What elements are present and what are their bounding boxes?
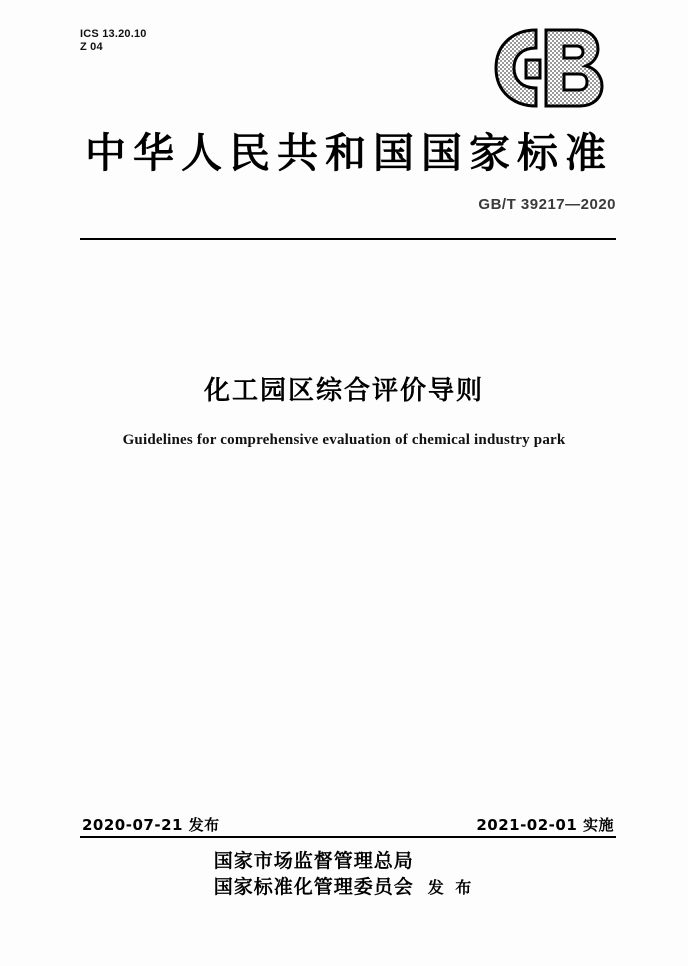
ics-code-line: ICS 13.20.10 [80, 28, 147, 40]
divider-top [80, 238, 616, 240]
standard-number: GB/T 39217—2020 [478, 196, 616, 213]
national-standard-title: 中华人民共和国国家标准 [85, 129, 613, 177]
issuer-action-label: 发 布 [427, 878, 475, 897]
ics-category-line: Z 04 [80, 41, 103, 53]
divider-bottom [80, 836, 616, 838]
issuer-name-primary: 国家市场监督管理总局 [213, 850, 414, 872]
ics-classification-block [80, 28, 147, 54]
effective-date: 2021-02-01 实施 [476, 816, 614, 834]
issuer-name-secondary: 国家标准化管理委员会 [213, 876, 414, 898]
issuer-names [214, 848, 414, 900]
gb-emblem-icon [474, 22, 614, 114]
issuer-block [0, 848, 688, 900]
document-title-chinese: 化工园区综合评价导则 [203, 376, 484, 406]
issue-date: 2020-07-21 发布 [82, 816, 220, 834]
document-title-english: Guidelines for comprehensive evaluation of chemical industry park [122, 432, 566, 448]
